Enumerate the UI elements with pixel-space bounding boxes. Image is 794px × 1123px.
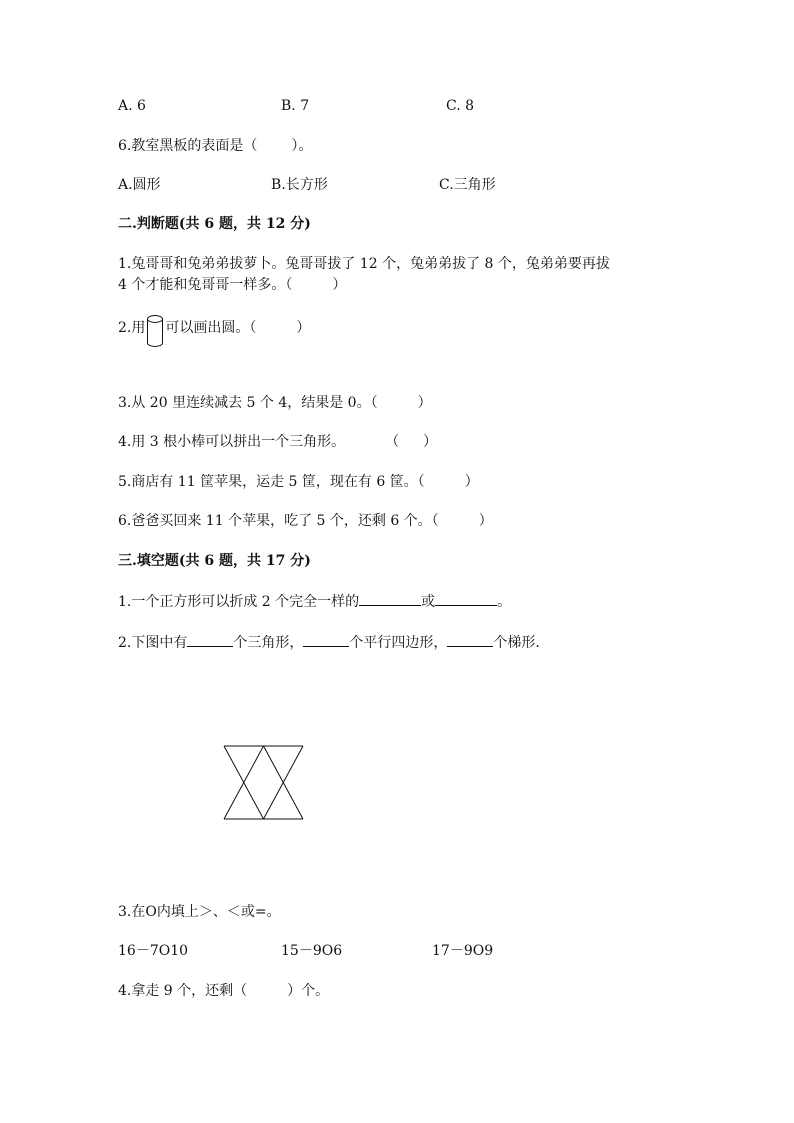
judgement-q3	[118, 393, 432, 413]
answer-blank[interactable]	[303, 632, 349, 647]
judgement-q1-line2	[118, 275, 346, 295]
fill-q4	[118, 981, 329, 1001]
fill-q3: 3.在O内填上＞、＜或=。	[118, 904, 281, 920]
option-b: B. 7	[281, 98, 310, 114]
comparison-expression: 16－7O10	[118, 943, 189, 959]
fill-q1-mid: 或	[421, 594, 436, 610]
judgement-q1-line2-text: 4 个才能和兔哥哥一样多。（	[118, 277, 293, 293]
option-b: B.长方形	[271, 177, 328, 193]
judgement-q6	[118, 511, 493, 531]
option-a: A. 6	[118, 98, 146, 114]
judgement-q4	[118, 432, 437, 452]
comparison-expression: 17－9O9	[432, 943, 494, 959]
judgement-q1-line1: 1.兔哥哥和兔弟弟拔萝卜。兔哥哥拔了 12 个，兔弟弟拔了 8 个，兔弟弟要再拔	[118, 256, 610, 272]
section-heading-judgement: 二.判断题(共 6 题，共 12 分)	[118, 216, 311, 232]
judgement-q6-text: 6.爸爸买回来 11 个苹果，吃了 5 个，还剩 6 个。（	[118, 513, 439, 529]
section-heading-fill-in: 三.填空题(共 6 题，共 17 分)	[118, 553, 311, 569]
fill-q2-d: 个梯形.	[493, 635, 540, 651]
fill-q2-a: 2.下图中有	[118, 635, 188, 651]
judgement-q4-close: ）	[423, 434, 438, 450]
comparison-expression: 15－9O6	[281, 943, 343, 959]
question-6	[118, 136, 312, 156]
option-c: C. 8	[446, 98, 475, 114]
judgement-q5-text: 5.商店有 11 筐苹果，运走 5 筐，现在有 6 筐。（	[118, 474, 425, 490]
fill-q2-c: 个平行四边形，	[349, 635, 448, 651]
question-6-text: 6.教室黑板的表面是（	[118, 138, 258, 154]
answer-blank[interactable]	[187, 632, 233, 647]
option-a: A.圆形	[118, 177, 161, 193]
judgement-q5-close: ）	[464, 474, 479, 490]
fill-q2	[118, 632, 540, 653]
judgement-q2-prefix: 2.用	[118, 320, 146, 336]
fill-q1-prefix: 1.一个正方形可以折成 2 个完全一样的	[118, 594, 360, 610]
fill-q1	[118, 591, 511, 612]
judgement-q3-text: 3.从 20 里连续减去 5 个 4，结果是 0。（	[118, 395, 378, 411]
option-c: C.三角形	[439, 177, 496, 193]
judgement-q4-text: 4.用 3 根小棒可以拼出一个三角形。	[118, 434, 346, 450]
fill-q4-close: ）个。	[287, 983, 330, 999]
triangle-figure	[222, 745, 306, 825]
judgement-q5	[118, 472, 479, 492]
judgement-q1-close: ）	[332, 277, 347, 293]
judgement-q3-close: ）	[417, 395, 432, 411]
answer-blank[interactable]	[447, 632, 493, 647]
judgement-q2-suffix: 可以画出圆。（	[165, 320, 257, 336]
answer-blank[interactable]	[435, 591, 497, 606]
judgement-q4-open: （	[385, 434, 400, 450]
question-6-close: ）。	[291, 138, 313, 154]
fill-q4-text: 4.拿走 9 个，还剩（	[118, 983, 248, 999]
answer-blank[interactable]	[359, 591, 421, 606]
judgement-q6-close: ）	[478, 513, 493, 529]
fill-q2-b: 个三角形，	[233, 635, 304, 651]
cylinder-icon	[146, 314, 164, 354]
fill-q1-suffix: 。	[497, 594, 512, 610]
judgement-q2	[118, 314, 310, 354]
judgement-q2-close: ）	[296, 320, 311, 336]
